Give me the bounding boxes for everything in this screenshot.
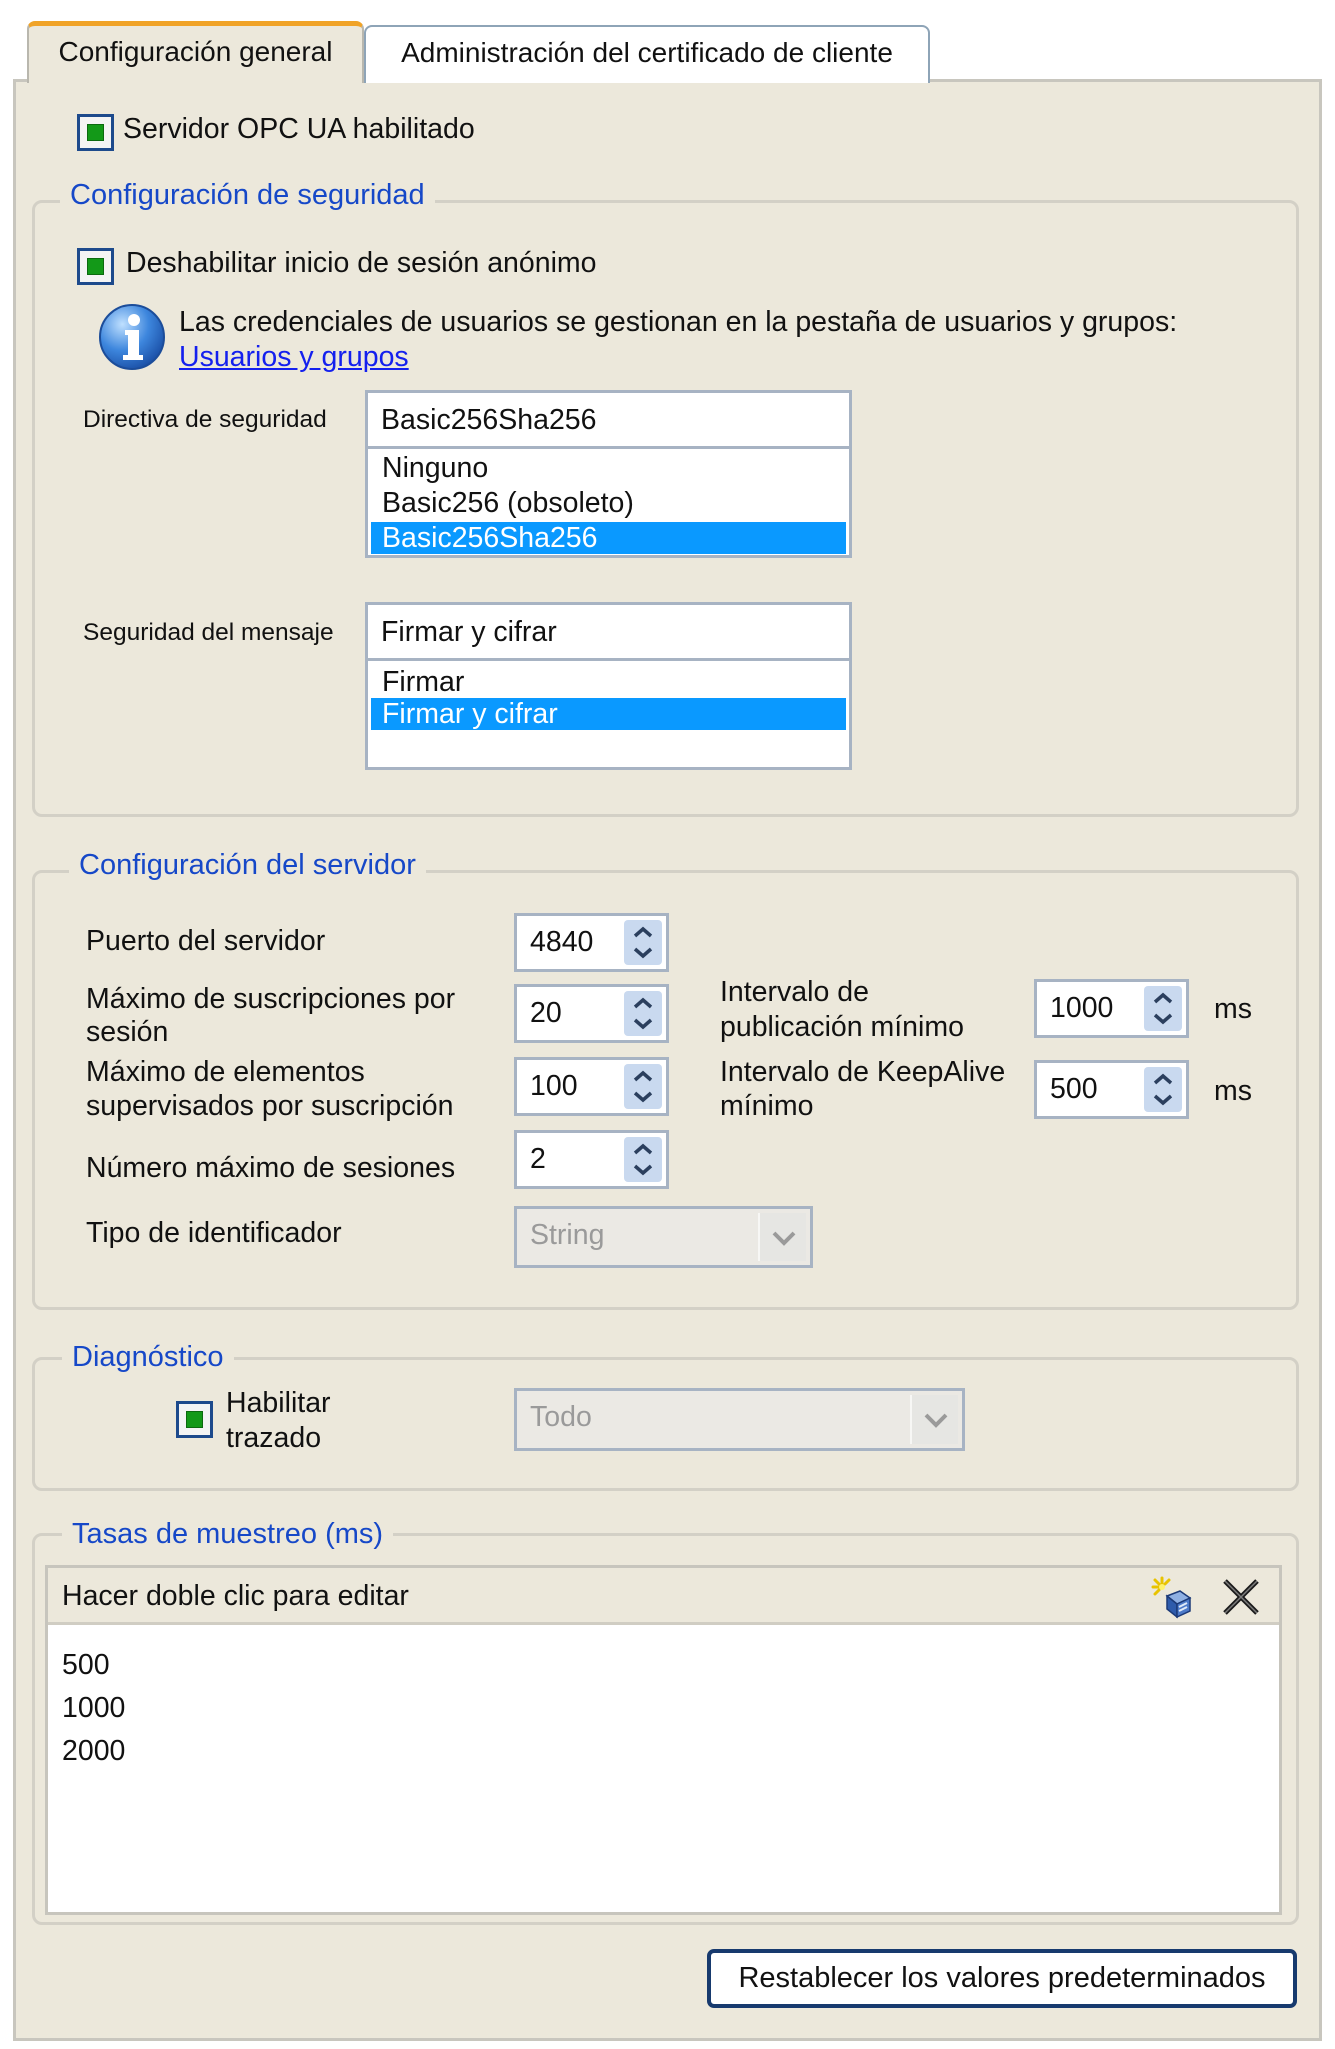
enable-trace-label-2: trazado (226, 1422, 322, 1454)
max-sessions-spinner[interactable] (514, 1130, 669, 1189)
max-monitored-spinner[interactable] (514, 1057, 669, 1116)
tab-client-certificate[interactable] (364, 25, 930, 83)
check-mark (186, 1411, 203, 1428)
disable-anonymous-label: Deshabilitar inicio de sesión anónimo (126, 247, 597, 279)
message-security-selected: Firmar y cifrar (368, 605, 849, 661)
max-subscriptions-label-1: Máximo de suscripciones por (86, 983, 456, 1015)
tab-label: Administración del certificado de cliente (401, 37, 893, 68)
sampling-rate-row[interactable]: 1000 (62, 1692, 126, 1724)
min-keepalive-spinner[interactable] (1034, 1060, 1189, 1119)
security-group-title: Configuración de seguridad (60, 178, 435, 212)
spinner-arrows-icon[interactable] (624, 991, 662, 1036)
security-policy-selected: Basic256Sha256 (368, 393, 849, 449)
delete-x-icon[interactable] (1218, 1574, 1264, 1620)
disable-anonymous-checkbox[interactable] (77, 248, 114, 285)
enable-trace-label-1: Habilitar (226, 1387, 331, 1419)
message-security-label: Seguridad del mensaje (83, 619, 334, 646)
max-subscriptions-label-2: sesión (86, 1016, 169, 1048)
users-groups-link[interactable]: Usuarios y grupos (179, 341, 409, 373)
sampling-rates-title: Tasas de muestreo (ms) (62, 1517, 393, 1551)
identifier-type-select[interactable] (514, 1206, 813, 1268)
max-monitored-value: 100 (530, 1070, 578, 1102)
spinner-arrows-icon[interactable] (1144, 986, 1182, 1031)
add-item-icon[interactable] (1149, 1574, 1195, 1620)
chevron-down-icon[interactable] (758, 1213, 806, 1261)
server-port-spinner[interactable] (514, 913, 669, 972)
server-config-title: Configuración del servidor (69, 848, 426, 882)
credentials-info-text: Las credenciales de usuarios se gestionan en la pestaña de usuarios y grupos: (179, 306, 1178, 338)
check-mark (87, 258, 104, 275)
message-security-listbox[interactable] (365, 602, 852, 770)
spinner-arrows-icon[interactable] (624, 1064, 662, 1109)
min-keepalive-value: 500 (1050, 1073, 1098, 1105)
sampling-rate-row[interactable]: 2000 (62, 1735, 126, 1767)
tab-label: Configuración general (58, 36, 333, 67)
min-publish-interval-spinner[interactable] (1034, 979, 1189, 1038)
max-sessions-label: Número máximo de sesiones (86, 1152, 456, 1184)
chevron-down-icon[interactable] (910, 1395, 958, 1444)
reset-defaults-button[interactable]: Restablecer los valores predeterminados (707, 1949, 1297, 2008)
sampling-rates-header-text: Hacer doble clic para editar (62, 1580, 409, 1612)
enable-trace-checkbox[interactable] (176, 1401, 213, 1438)
sampling-rates-table[interactable] (45, 1565, 1282, 1915)
identifier-type-value: String (530, 1219, 605, 1251)
message-option-sign[interactable]: Firmar (382, 666, 465, 698)
diagnostics-title: Diagnóstico (62, 1340, 234, 1374)
server-port-label: Puerto del servidor (86, 925, 326, 957)
min-keepalive-unit: ms (1214, 1075, 1252, 1107)
min-publish-interval-unit: ms (1214, 993, 1252, 1025)
min-publish-interval-value: 1000 (1050, 992, 1114, 1024)
sampling-rates-header (48, 1568, 1279, 1625)
identifier-type-label: Tipo de identificador (86, 1217, 342, 1249)
opc-server-enabled-checkbox[interactable] (77, 114, 114, 151)
max-subscriptions-value: 20 (530, 997, 562, 1029)
max-sessions-value: 2 (530, 1143, 546, 1175)
tab-general-configuration[interactable] (27, 21, 364, 83)
spinner-arrows-icon[interactable] (624, 920, 662, 965)
trace-level-value: Todo (530, 1401, 592, 1433)
sampling-rate-row[interactable]: 500 (62, 1649, 110, 1681)
server-port-value: 4840 (530, 926, 594, 958)
spinner-arrows-icon[interactable] (624, 1137, 662, 1182)
max-monitored-label-1: Máximo de elementos (86, 1056, 365, 1088)
min-keepalive-label-2: mínimo (720, 1090, 814, 1122)
policy-option-none[interactable]: Ninguno (382, 452, 489, 484)
security-policy-listbox[interactable] (365, 390, 852, 558)
min-publish-interval-label-1: Intervalo de (720, 976, 869, 1008)
security-policy-label: Directiva de seguridad (83, 406, 327, 433)
policy-option-basic256sha256[interactable]: Basic256Sha256 (371, 522, 846, 554)
spinner-arrows-icon[interactable] (1144, 1067, 1182, 1112)
max-subscriptions-spinner[interactable] (514, 984, 669, 1043)
trace-level-select[interactable] (514, 1388, 965, 1451)
max-monitored-label-2: supervisados por suscripción (86, 1090, 454, 1122)
info-icon (98, 303, 166, 371)
opc-server-enabled-label: Servidor OPC UA habilitado (123, 113, 475, 145)
min-publish-interval-label-2: publicación mínimo (720, 1011, 964, 1043)
policy-option-basic256[interactable]: Basic256 (obsoleto) (382, 487, 634, 519)
check-mark (87, 124, 104, 141)
message-option-sign-encrypt[interactable]: Firmar y cifrar (371, 698, 846, 730)
min-keepalive-label-1: Intervalo de KeepAlive (720, 1056, 1006, 1088)
